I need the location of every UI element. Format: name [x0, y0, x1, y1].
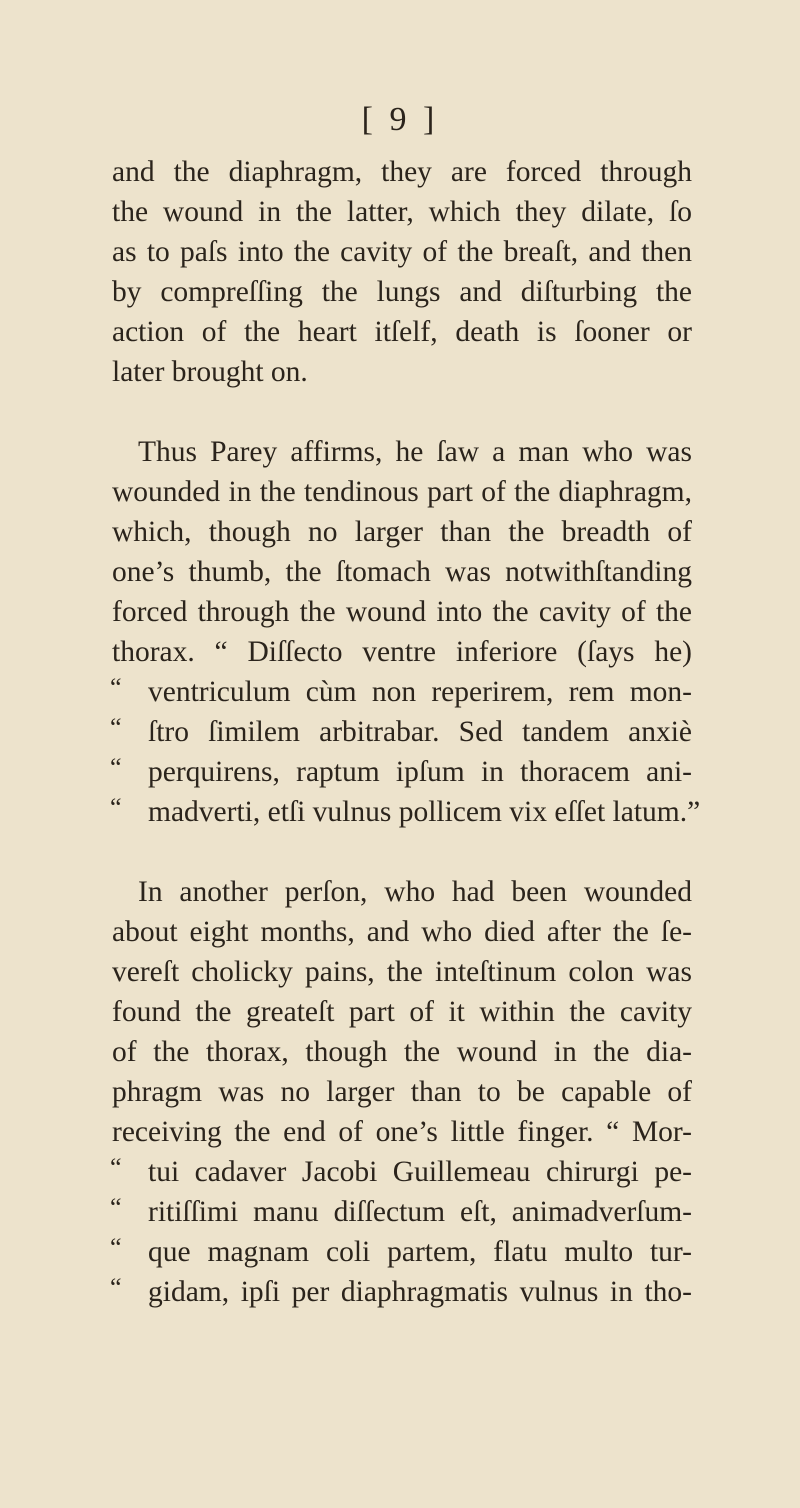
quote-text: ſtro ſimilem arbitrabar. Sed tandem anxiè	[148, 716, 692, 748]
text-line: which, though no larger than the breadth of	[112, 516, 692, 548]
text-line: of the thorax, though the wound in the dia-	[112, 1036, 692, 1068]
text-line: forced through the wound into the cavity of the	[112, 596, 692, 628]
text-line: by compreſſing the lungs and diſturbing the	[112, 276, 692, 308]
quote-mark: “	[110, 673, 122, 702]
page-header: [ 9 ]	[361, 101, 439, 138]
text-line: Thus Parey affirms, he ſaw a man who was	[138, 436, 692, 468]
quote-line	[112, 1192, 692, 1232]
text-line: as to paſs into the cavity of the breaſt, and then	[112, 236, 692, 268]
text-line: about eight months, and who died after the ſe-	[112, 916, 692, 948]
quote-mark: “	[110, 1233, 122, 1262]
text-line: vereſt cholicky pains, the inteſtinum colon was	[112, 956, 692, 988]
quote-text: que magnam coli partem, flatu multo tur-	[148, 1236, 692, 1268]
quote-line	[110, 792, 701, 832]
quote-text: madverti, etſi vulnus pollicem vix eſſet latum.”	[148, 796, 701, 828]
quote-mark: “	[110, 753, 122, 782]
text-line: receiving the end of one’s little finger. “ Mor-	[112, 1116, 692, 1148]
quote-text: tui cadaver Jacobi Guillemeau chirurgi pe-	[148, 1156, 692, 1188]
text-line: thorax. “ Diſſecto ventre inferiore (ſays he)	[112, 636, 692, 668]
quote-text: ritiſſimi manu diſſectum eſt, animadverſum-	[148, 1196, 692, 1228]
quote-mark: “	[110, 793, 122, 822]
text-line: and the diaphragm, they are forced through	[112, 156, 692, 188]
quote-mark: “	[110, 1273, 122, 1302]
text-line: later brought on.	[112, 356, 308, 388]
text-line: found the greateſt part of it within the cavity	[112, 996, 692, 1028]
quote-mark: “	[110, 1193, 122, 1222]
text-line: one’s thumb, the ſtomach was notwithſtanding	[112, 556, 692, 588]
quote-mark: “	[110, 713, 122, 742]
quote-text: gidam, ipſi per diaphragmatis vulnus in tho-	[148, 1276, 692, 1308]
text-line: wounded in the tendinous part of the diaphragm,	[112, 476, 692, 508]
quote-line	[112, 712, 692, 752]
quote-line	[112, 1232, 692, 1272]
text-line: phragm was no larger than to be capable of	[112, 1076, 692, 1108]
text-line: In another perſon, who had been wounded	[138, 876, 692, 908]
quote-line	[112, 1272, 692, 1312]
quote-line	[112, 672, 692, 712]
quote-text: ventriculum cùm non reperirem, rem mon-	[148, 676, 692, 708]
text-line: the wound in the latter, which they dilate, ſo	[112, 196, 692, 228]
quote-line	[112, 752, 692, 792]
quote-mark: “	[110, 1153, 122, 1182]
quote-text: perquirens, raptum ipſum in thoracem ani-	[148, 756, 692, 788]
text-line: action of the heart itſelf, death is ſooner or	[112, 316, 692, 348]
quote-line	[112, 1152, 692, 1192]
